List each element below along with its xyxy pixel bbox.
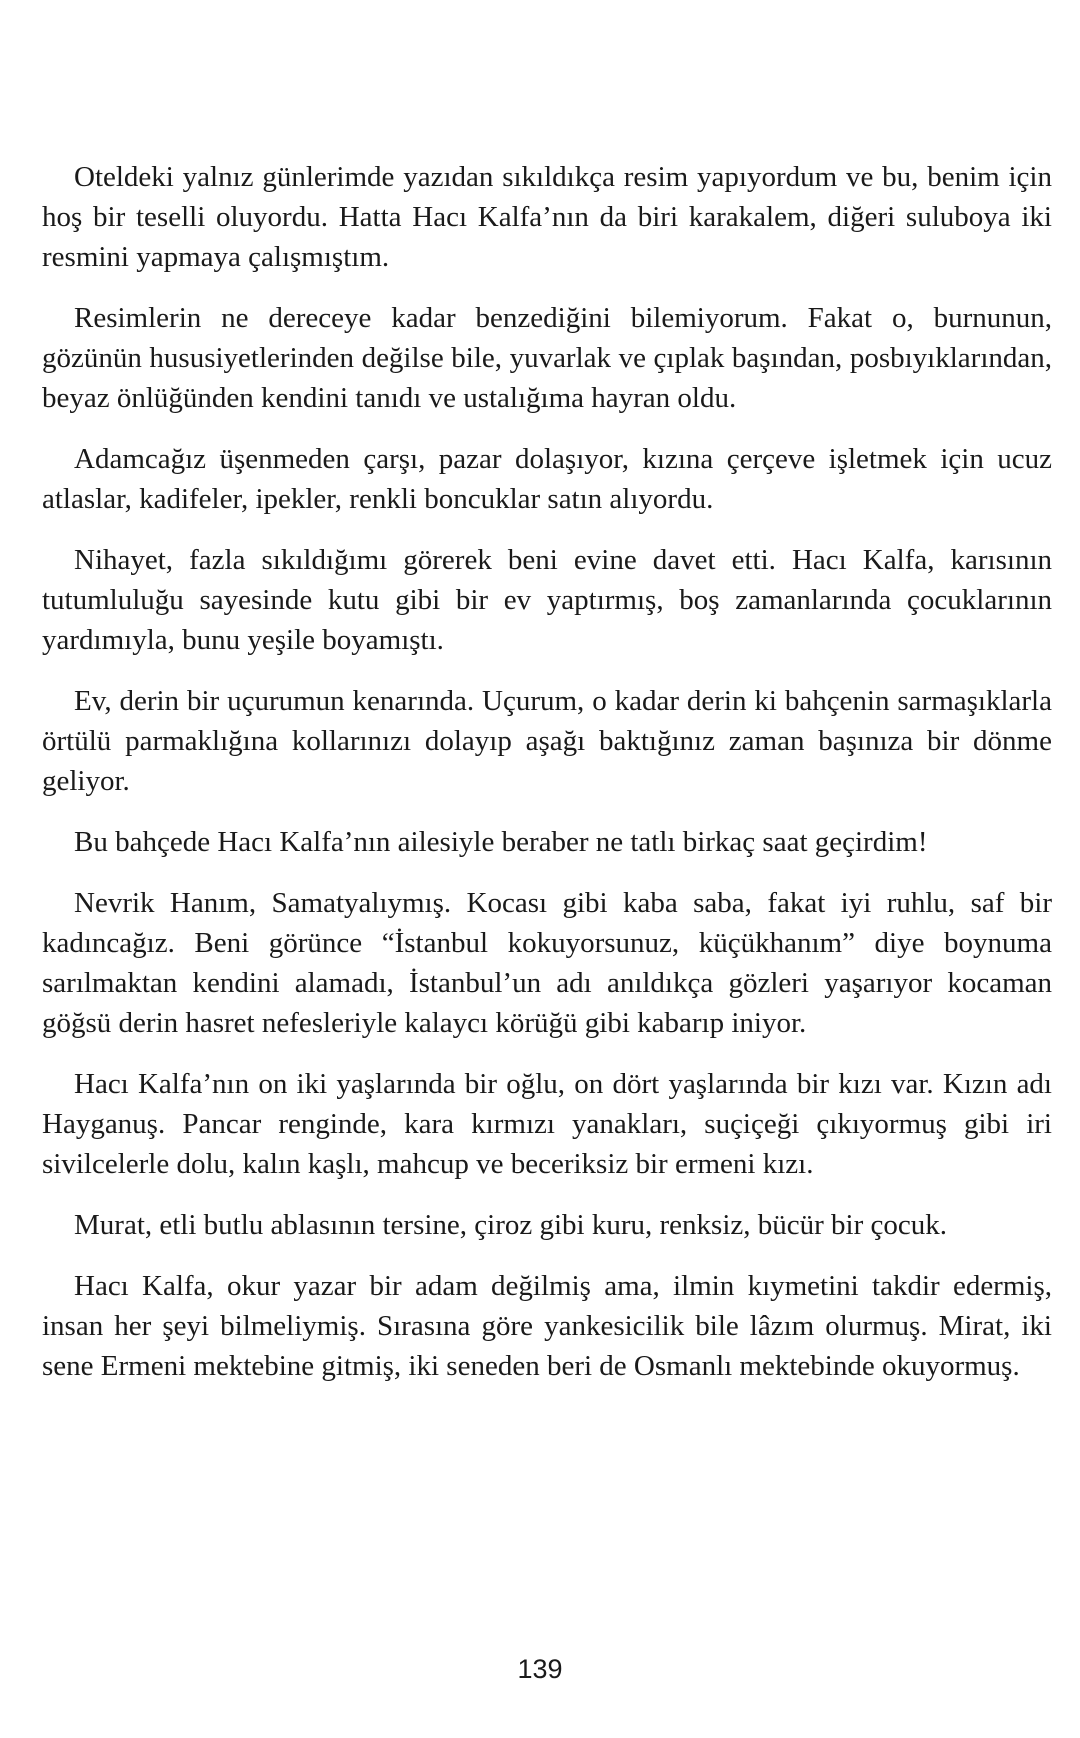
paragraph-5: Ev, derin bir uçurumun kenarında. Uçurum, o kadar derin ki bahçenin sarmaşıklarla örtülü parmaklığına kollarınızı dolayıp aşağı baktığınız zaman başınıza bir dönme geliyor.	[42, 685, 1052, 797]
paragraph-10: Hacı Kalfa, okur yazar bir adam değilmiş ama, ilmin kıymetini takdir edermiş, insan her şeyi bilmeliymiş. Sırasına göre yankesicilik bile lâzım olurmuş. Mirat, iki sene Ermeni mektebine gitmiş, iki seneden beri de Osmanlı mektebinde okuyormuş.	[42, 1270, 1052, 1382]
paragraph-8: Hacı Kalfa’nın on iki yaşlarında bir oğlu, on dört yaşlarında bir kızı var. Kızın adı Hayganuş. Pancar renginde, kara kırmızı yanakları, suçiçeği çıkıyormuş gibi iri sivilcelerle dolu, kalın kaşlı, mahcup ve beceriksiz bir ermeni kızı.	[42, 1068, 1052, 1180]
page-number: 139	[517, 1654, 563, 1684]
body-text	[42, 157, 1052, 1407]
paragraph-4: Nihayet, fazla sıkıldığımı görerek beni evine davet etti. Hacı Kalfa, karısının tutumluluğu sayesinde kutu gibi bir ev yaptırmış, boş zamanlarında çocuklarının yardımıyla, bunu yeşile boyamıştı.	[42, 544, 1052, 656]
paragraph-1: Oteldeki yalnız günlerimde yazıdan sıkıldıkça resim yapıyordum ve bu, benim için hoş bir teselli oluyordu. Hatta Hacı Kalfa’nın da biri karakalem, diğeri suluboya iki resmini yapmaya çalışmıştım.	[42, 161, 1052, 273]
paragraph-7: Nevrik Hanım, Samatyalıymış. Kocası gibi kaba saba, fakat iyi ruhlu, saf bir kadıncağız. Beni görünce “İstanbul kokuyorsunuz, küçükhanım” diye boynuma sarılmaktan kendini alamadı, İstanbul’un adı anıldıkça gözleri yaşarıyor kocaman göğsü derin hasret nefesleriyle kalaycı körüğü gibi kabarıp iniyor.	[42, 887, 1052, 1039]
paragraph-3: Adamcağız üşenmeden çarşı, pazar dolaşıyor, kızına çerçeve işletmek için ucuz atlaslar, kadifeler, ipekler, renkli boncuklar satın alıyordu.	[42, 443, 1052, 515]
paragraph-9: Murat, etli butlu ablasının tersine, çiroz gibi kuru, renksiz, bücür bir çocuk.	[74, 1209, 947, 1241]
paragraph-2: Resimlerin ne dereceye kadar benzediğini bilemiyorum. Fakat o, burnunun, gözünün hususiyetlerinden değilse bile, yuvarlak ve çıplak başından, posbıyıklarından, beyaz önlüğünden kendini tanıdı ve ustalığıma hayran oldu.	[42, 302, 1052, 414]
paragraph-6: Bu bahçede Hacı Kalfa’nın ailesiyle beraber ne tatlı birkaç saat geçirdim!	[74, 826, 928, 858]
